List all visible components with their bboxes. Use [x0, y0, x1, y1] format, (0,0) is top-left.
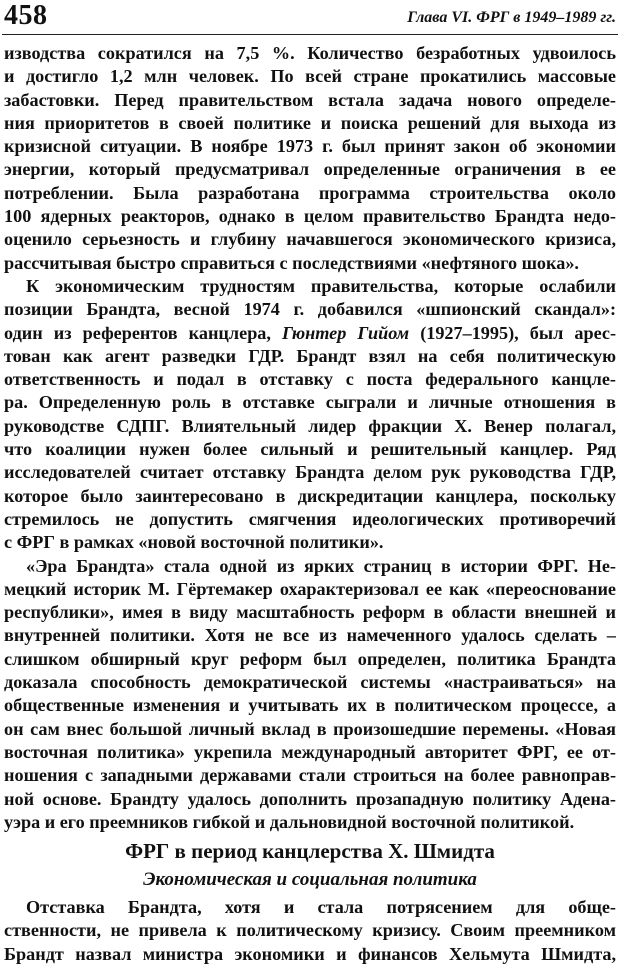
body-text [4, 42, 616, 966]
paragraph-3 [4, 555, 616, 835]
text-line: слишком обширный круг реформ был определен, политика Брандта [4, 648, 616, 669]
text-line: «Эра Брандта» стала одной из ярких страниц в истории ФРГ. Не- [26, 555, 616, 576]
text-line: с ФРГ в рамках «новой восточной политики». [4, 532, 384, 553]
text-line: ния приоритетов в своей политике и поиска решений для выхода из [4, 112, 616, 133]
section-heading: ФРГ в период канцлерства Х. Шмидта [125, 839, 495, 864]
text-line: Отставка Брандта, хотя и стала потрясением для обще- [26, 897, 616, 918]
text-line: восточная политика» укрепила международный авторитет ФРГ, ее от- [4, 741, 616, 762]
text-line: энергии, который предусматривал определенные ограничения в ее [4, 159, 616, 180]
text-line: ра. Определенную роль в отставке сыграли и личные отношения в [4, 392, 616, 413]
person-name: Гюнтер Гийом [282, 322, 410, 343]
chapter-title: Глава VI. ФРГ в 1949–1989 гг. [407, 9, 616, 26]
paragraph-4 [4, 896, 616, 966]
text-line: забастовки. Перед правительством встала задача нового определе- [4, 89, 616, 110]
text-line: и достигло 1,2 млн человек. По всей стране прокатились массовые [4, 66, 616, 87]
text-line-with-name [4, 322, 616, 345]
text-line: республики», имея в виду масштабность реформ в области внешней и [4, 602, 616, 623]
text-line: руководстве СДПГ. Влиятельный лидер фракции Х. Венер полагал, [4, 415, 616, 436]
text-line: ношения с западными державами стали строиться на более равноправ- [4, 765, 616, 786]
text-line: рассчитывая быстро справиться с последствиями «нефтяного шока». [4, 252, 579, 273]
text-line: оценило серьезность и глубину начавшегося экономического кризиса, [4, 229, 616, 250]
text-line: позиции Брандта, весной 1974 г. добавился «шпионский скандал»: [4, 299, 616, 320]
running-head [2, 0, 618, 35]
text-line: уэра и его преемников гибкой и дальновидной восточной политикой. [4, 811, 575, 832]
text-line: тован как агент разведки ГДР. Брандт взял на себя политическую [4, 345, 616, 366]
text-line: К экономическим трудностям правительства, которые ослабили [26, 275, 616, 296]
text-line: ной основе. Брандту удалось дополнить прозападную политику Адена- [4, 788, 616, 809]
text-line: которое было заинтересовано в дискредитации канцлера, поскольку [4, 485, 616, 506]
text-line: внутренней политики. Хотя не все из намеченного удалось сделать – [4, 625, 616, 646]
page-number: 458 [4, 0, 48, 31]
paragraph-2 [4, 275, 616, 555]
text-line: исследователей считает отставку Брандта делом рук руководства ГДР, [4, 462, 616, 483]
text-line: общественные изменения и учитывать их в политическом процессе, а [4, 695, 616, 716]
text-line: что коалиции нужен более сильный и решительный канцлер. Ряд [4, 439, 616, 460]
text-line: кризисной ситуации. В ноябре 1973 г. был принят закон об экономии [4, 136, 616, 157]
text-line: ответственность и подал в отставку с поста федерального канцле- [4, 369, 616, 390]
text-line: изводства сократился на 7,5 %. Количество безработных удвоилось [4, 43, 616, 63]
text-line: доказала способность демократической системы «настраиваться» на [4, 672, 616, 693]
text-line: Брандт назвал министра экономики и финансов Хельмута Шмидта, [4, 943, 616, 964]
text-line: 100 ядерных реакторов, однако в целом правительство Брандта недо- [4, 206, 616, 227]
text-line: мецкий историк М. Гёртемакер охарактеризовал ее как «переоснование [4, 578, 616, 599]
text-fragment: (1927–1995), был арес- [409, 322, 616, 343]
text-line: стремилось не допустить смягчения идеологических противоречий [4, 508, 616, 529]
paragraph-1 [4, 42, 616, 275]
subsection-heading: Экономическая и социальная политика [143, 869, 477, 891]
text-line: потреблении. Была разработана программа строительства около [4, 182, 616, 203]
text-line: он сам внес большой личный вклад в произошедшие перемены. «Новая [4, 718, 616, 739]
text-line: ственности, не привела к политическому кризису. Своим преемником [4, 920, 616, 941]
text-fragment: один из референтов канцлера, [4, 322, 283, 343]
